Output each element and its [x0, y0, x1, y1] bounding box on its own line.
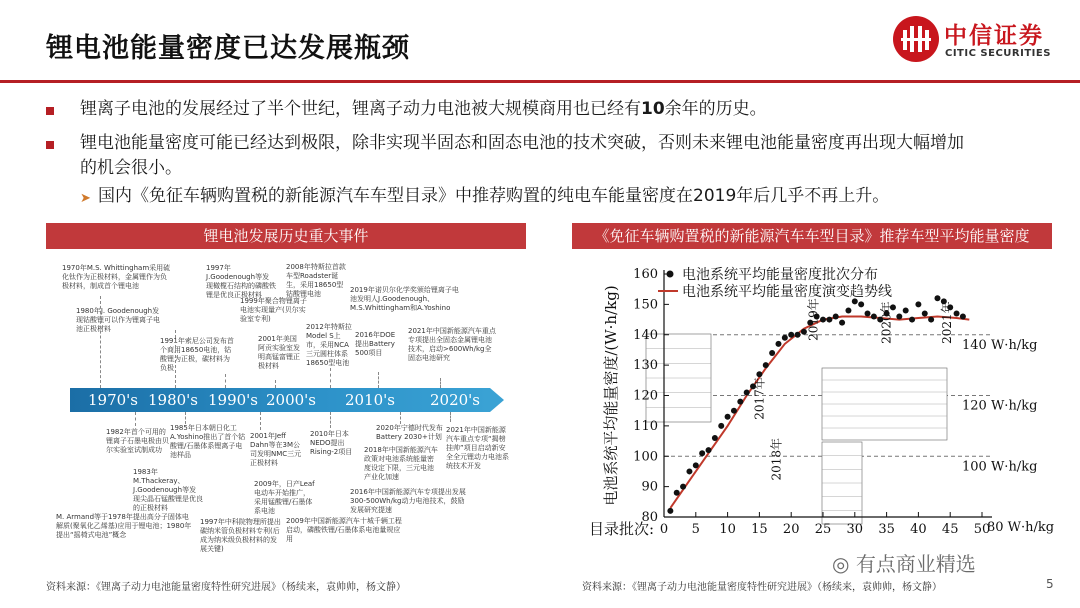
data-point — [833, 314, 839, 320]
data-point — [782, 335, 788, 341]
reference-line-label: 80 W·h/kg — [987, 520, 1055, 535]
data-point — [928, 317, 934, 323]
y-tick-label: 100 — [633, 449, 658, 465]
data-point — [763, 362, 769, 368]
data-point — [915, 301, 921, 307]
data-point — [922, 310, 928, 316]
data-point — [744, 389, 750, 395]
timeline-note: 2016年中国新能源汽车专项提出发展300-500Wh/kg动力电池技术，鼓励发展研究提速 — [350, 488, 466, 514]
timeline-banner: 锂电池发展历史重大事件 — [46, 223, 526, 249]
logo-text-cn: 中信证券 — [944, 23, 1044, 49]
y-tick-label: 90 — [641, 479, 658, 495]
x-tick-label: 45 — [941, 522, 959, 537]
data-point — [667, 508, 673, 514]
bullet-2-line1: 锂电池能量密度可能已经达到极限，除非实现半固态和固态电池的技术突破，否则未来锂电池能量密度再出现大幅增加 — [80, 133, 964, 153]
data-point — [769, 350, 775, 356]
chevron-right-icon: ➤ — [80, 191, 91, 206]
x-tick-label: 20 — [782, 522, 800, 537]
y-axis-label: 电池系统平均能量密度/(W·h/kg) — [602, 285, 620, 506]
data-point — [788, 332, 794, 338]
bullet-1-text: 锂离子电池的发展经过了半个世纪，锂离子动力电池被大规模商用也已经有 — [80, 99, 641, 119]
year-annotation: 2020年 — [879, 301, 894, 344]
timeline-note: M. Armand等于1978年提出高分子固体电解质(聚氧化乙烯基)应用于锂电池；1980年提出“摇椅式电池”概念 — [56, 513, 192, 539]
decade-label: 1980's — [148, 391, 198, 409]
data-point — [693, 462, 699, 468]
x-tick-label: 10 — [719, 522, 736, 537]
data-point — [699, 450, 705, 456]
year-annotation: 2017年 — [752, 377, 767, 420]
data-point — [954, 310, 960, 316]
timeline-note: 2010年日本NEDO提出Rising-2项目 — [310, 430, 353, 456]
x-tick-label: 35 — [878, 522, 895, 537]
timeline-note: 2020年宁德时代发布Battery 2030+计划 — [376, 424, 443, 441]
title-divider — [0, 80, 1080, 83]
data-point — [731, 408, 737, 414]
data-point — [845, 307, 851, 313]
x-tick-label: 25 — [814, 522, 832, 537]
bullet-2 — [80, 131, 1060, 181]
left-source-note: 资料来源：《锂离子动力电池能量密度特性研究进展》（杨续来，袁帅帅，杨文静） — [46, 582, 406, 593]
timeline-connector — [225, 374, 227, 388]
timeline-connector — [185, 412, 187, 424]
timeline-note: 2019年诺贝尔化学奖颁给锂离子电池发明人J.Goodenough、M.S.Whittingham和A.Yoshino — [350, 286, 459, 312]
timeline-note: 1999年聚合物锂离子电池实现量产(贝尔实验室专利) — [240, 297, 307, 323]
data-point — [795, 332, 801, 338]
x-axis-label: 目录批次: — [588, 520, 654, 538]
bullet-1-bold: 10 — [641, 99, 665, 119]
x-tick-label: 5 — [691, 522, 700, 537]
timeline-connector — [175, 330, 177, 388]
bullet-1-text-end: 余年的历史。 — [664, 99, 767, 119]
bullet-2-line2: 的机会很小。 — [80, 158, 182, 178]
data-point — [839, 320, 845, 326]
y-tick-label: 80 — [641, 510, 658, 525]
data-point — [960, 314, 966, 320]
data-point — [858, 301, 864, 307]
data-point — [909, 317, 915, 323]
y-tick-label: 120 — [633, 388, 658, 404]
data-point — [706, 447, 712, 453]
timeline-connector — [260, 412, 262, 430]
sub-bullet: 国内《免征车辆购置税的新能源汽车车型目录》中推荐购置的纯电车能量密度在2019年后几乎不再上升。 — [98, 186, 890, 206]
data-point — [820, 317, 826, 323]
timeline-note: 1980年J. Goodenough发现钴酸锂可以作为锂离子电池正极材料 — [76, 307, 160, 333]
timeline-connector — [275, 380, 277, 388]
data-point — [680, 484, 686, 490]
logo-text-en: CITIC SECURITIES — [945, 48, 1051, 59]
timeline-note: 1985年日本朝日化工A.Yoshino推出了首个钴酸锂/石墨体系锂离子电池样品 — [170, 424, 246, 459]
decade-label: 2020's — [430, 391, 480, 409]
reference-line-label: 140 W·h/kg — [962, 337, 1038, 353]
y-tick-label: 110 — [633, 418, 658, 434]
timeline-connector — [400, 412, 402, 424]
wechat-text: 有点商业精选 — [855, 552, 976, 576]
page-title: 锂电池能量密度已达发展瓶颈 — [46, 33, 410, 64]
data-point — [934, 295, 940, 301]
y-tick-label: 130 — [633, 358, 658, 374]
x-tick-label: 40 — [910, 522, 927, 537]
x-tick-label: 0 — [659, 522, 669, 537]
legend-label: 电池系统平均能量密度批次分布 — [682, 267, 878, 283]
page-number: 5 — [1046, 577, 1054, 591]
timeline-note: 1970年M.S. Whittingham采用硫化钛作为正极材料，金属锂作为负极材料，制成首个锂电池 — [62, 264, 171, 290]
timeline-connector — [135, 412, 137, 426]
timeline-note: 2001年美国阿贡实验室发明高锰富锂正极材料 — [258, 335, 300, 370]
timeline-note: 2008年特斯拉首款车型Roadster诞生，采用18650型钴酸锂电池 — [286, 263, 346, 298]
wechat-watermark — [832, 548, 976, 577]
energy-density-chart — [588, 260, 1056, 555]
chart-banner: 《免征车辆购置税的新能源汽车车型目录》推荐车型平均能量密度 — [572, 223, 1052, 249]
right-source-note: 资料来源：《锂离子动力电池能量密度特性研究进展》（杨续来，袁帅帅，杨文静） — [582, 582, 942, 593]
timeline-connector — [330, 412, 332, 428]
timeline-note: 2018年中国新能源汽车政策对电池系统能量密度设定下限，三元电池产业化加速 — [364, 446, 438, 481]
timeline-note: 1983年M.Thackeray、J.Goodenough等发现尖晶石锰酸锂是优良的正极材料 — [133, 468, 203, 512]
decade-label: 1990's — [208, 391, 258, 409]
timeline-connector — [440, 378, 442, 388]
data-point — [686, 468, 692, 474]
timeline-note: 1997年中科院物理所提出碳纳米管负极材料专利(后成为纳米级负极材料的发展关键) — [200, 518, 281, 553]
y-tick-label: 140 — [633, 327, 658, 343]
reference-line-label: 100 W·h/kg — [962, 459, 1038, 475]
year-annotation: 2019年 — [806, 298, 821, 341]
timeline-note: 1982年首个可用的锂离子石墨电极由贝尔实验室试制成功 — [106, 428, 169, 454]
decade-label: 2010's — [345, 391, 395, 409]
bullet-1 — [80, 97, 1060, 122]
bullet-marker — [46, 107, 54, 115]
legend-label: 电池系统平均能量密度演变趋势线 — [682, 284, 892, 300]
citic-logo-icon — [893, 16, 939, 62]
data-point — [903, 307, 909, 313]
reference-line-label: 120 W·h/kg — [962, 398, 1038, 414]
timeline-note: 2009年，日产Leaf电动车开始推广，采用锰酸锂/石墨体系电池 — [254, 480, 315, 515]
timeline-arrow-icon — [490, 388, 504, 412]
timeline-note: 2001年Jeff Dahn等在3M公司发明NMC三元正极材料 — [250, 432, 302, 467]
x-tick-label: 15 — [751, 522, 768, 537]
timeline-note: 2012年特斯拉Model S上市，采用NCA三元圆柱体系18650型电池 — [306, 323, 352, 367]
timeline-connector — [100, 296, 102, 388]
year-annotation: 2018年 — [769, 438, 784, 481]
data-point — [737, 399, 743, 405]
y-tick-label: 150 — [633, 297, 658, 313]
x-tick-label: 30 — [846, 522, 864, 537]
timeline-connector — [378, 372, 380, 388]
y-tick-label: 160 — [633, 267, 658, 282]
timeline-note: 2021年中国新能源汽车重点专项“揭榜挂帅”项目启动新安全全元锂动力电池系统技术开发 — [446, 426, 509, 470]
decade-label: 1970's — [88, 391, 138, 409]
year-annotation: 2021年 — [940, 301, 955, 344]
data-point — [718, 423, 724, 429]
legend-marker-scatter — [667, 271, 674, 278]
bullet-marker — [46, 141, 54, 149]
timeline-note: 2009年中国新能源汽车十城千辆工程启动，磷酸铁锂/石墨体系电池量规应用 — [286, 517, 402, 543]
wechat-icon: ◎ — [832, 552, 856, 576]
timeline-note: 2016年DOE提出Battery 500项目 — [355, 331, 396, 357]
timeline-note: 1997年J.Goodenough等发现橄榄石结构的磷酸铁锂是优良正极材料 — [206, 264, 276, 299]
data-point — [725, 414, 731, 420]
data-point — [674, 490, 680, 496]
data-point — [826, 317, 832, 323]
timeline-note: 1991年索尼公司发布首个商用18650电池，钴酸锂为正极，碳材料为负极 — [160, 337, 234, 372]
data-point — [865, 310, 871, 316]
data-point — [756, 371, 762, 377]
data-point — [775, 341, 781, 347]
decade-label: 2000's — [266, 391, 316, 409]
data-point — [896, 314, 902, 320]
timeline-note: 2021年中国新能源汽车重点专项提出全固态金属锂电池技术，启动>600Wh/kg全固态电池研究 — [408, 327, 496, 362]
data-point — [871, 314, 877, 320]
x-tick-label: 50 — [973, 522, 991, 537]
timeline-connector — [330, 368, 332, 388]
data-point — [712, 435, 718, 441]
timeline-connector — [450, 412, 452, 422]
